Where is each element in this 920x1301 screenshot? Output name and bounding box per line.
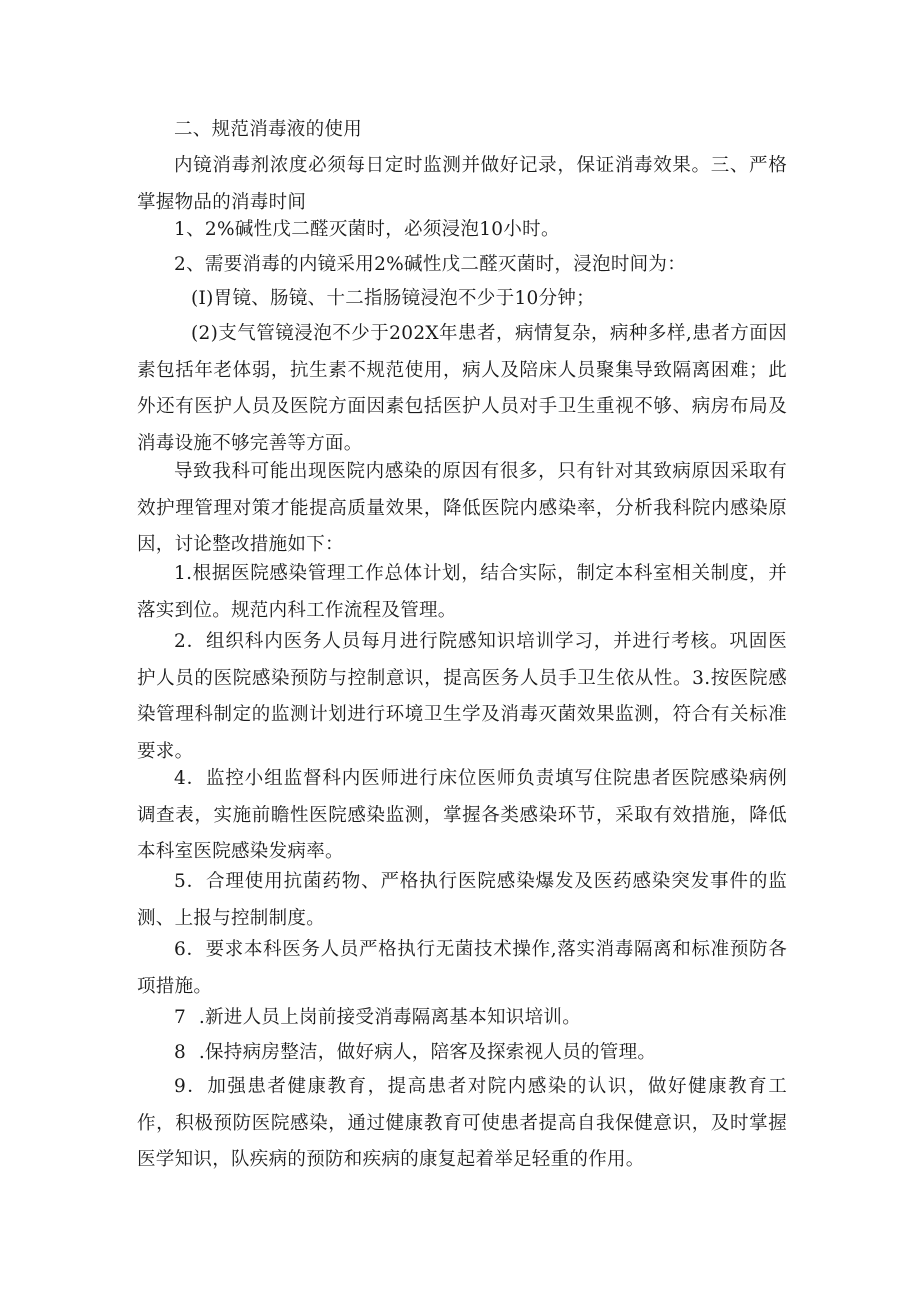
list-item-2: 2、需要消毒的内镜采用2%碱性戊二醛灭菌时，浸泡时间为： bbox=[174, 254, 687, 275]
sub-item-1: (I)胃镜、肠镜、十二指肠镜浸泡不少于10分钟； bbox=[191, 288, 595, 309]
measure-item-6: 6．要求本科医务人员严格执行无菌技术操作,落实消毒隔离和标准预防各项措施。 bbox=[137, 939, 787, 997]
measure-item-7: 7 .新进人员上岗前接受消毒隔离基本知识培训。 bbox=[174, 1007, 581, 1028]
list-item-1: 1、2%碱性戊二醛灭菌时，必须浸泡10小时。 bbox=[174, 219, 560, 240]
measure-item-1: 1.根据医院感染管理工作总体计划，结合实际，制定本科室相关制度，并落实到位。规范内科工作流程及管理。 bbox=[137, 563, 787, 621]
sub-item-2: (2)支气管镜浸泡不少于202X年患者，病情复杂，病种多样,患者方面因素包括年老体弱，抗生素不规范使用，病人及陪床人员聚集导致隔离困难；此外还有医护人员及医院方面因素包括医护人员对手卫生重视不够、病房布局及消毒设施不够完善等方面。 bbox=[137, 323, 787, 454]
section-heading-2: 二、规范消毒液的使用 bbox=[174, 119, 363, 140]
measure-item-5: 5．合理使用抗菌药物、严格执行医院感染爆发及医药感染突发事件的监测、上报与控制制度。 bbox=[137, 871, 787, 929]
measure-item-4: 4．监控小组监督科内医师进行床位医师负责填写住院患者医院感染病例调查表，实施前瞻性医院感染监测，掌握各类感染环节，采取有效措施，降低本科室医院感染发病率。 bbox=[137, 768, 787, 862]
measure-item-8: 8 .保持病房整洁，做好病人，陪客及探索视人员的管理。 bbox=[174, 1042, 657, 1063]
measure-item-2: 2．组织科内医务人员每月进行院感知识培训学习，并进行考核。巩固医护人员的医院感染预防与控制意识，提高医务人员手卫生依从性。3.按医院感染管理科制定的监测计划进行环境卫生学及消毒灭菌效果监测，符合有关标准要求。 bbox=[137, 631, 787, 762]
paragraph-infection-causes: 导致我科可能出现医院内感染的原因有很多，只有针对其致病原因采取有效护理管理对策才能提高质量效果，降低医院内感染率，分析我科院内感染原因，讨论整改措施如下： bbox=[137, 461, 787, 555]
measure-item-9: 9．加强患者健康教育，提高患者对院内感染的认识，做好健康教育工作，积极预防医院感染，通过健康教育可使患者提高自我保健意识，及时掌握医学知识，队疾病的预防和疾病的康复起着举足轻重的作用。 bbox=[137, 1076, 787, 1170]
paragraph-disinfectant-monitoring: 内镜消毒剂浓度必须每日定时监测并做好记录，保证消毒效果。三、严格掌握物品的消毒时间 bbox=[137, 155, 787, 213]
